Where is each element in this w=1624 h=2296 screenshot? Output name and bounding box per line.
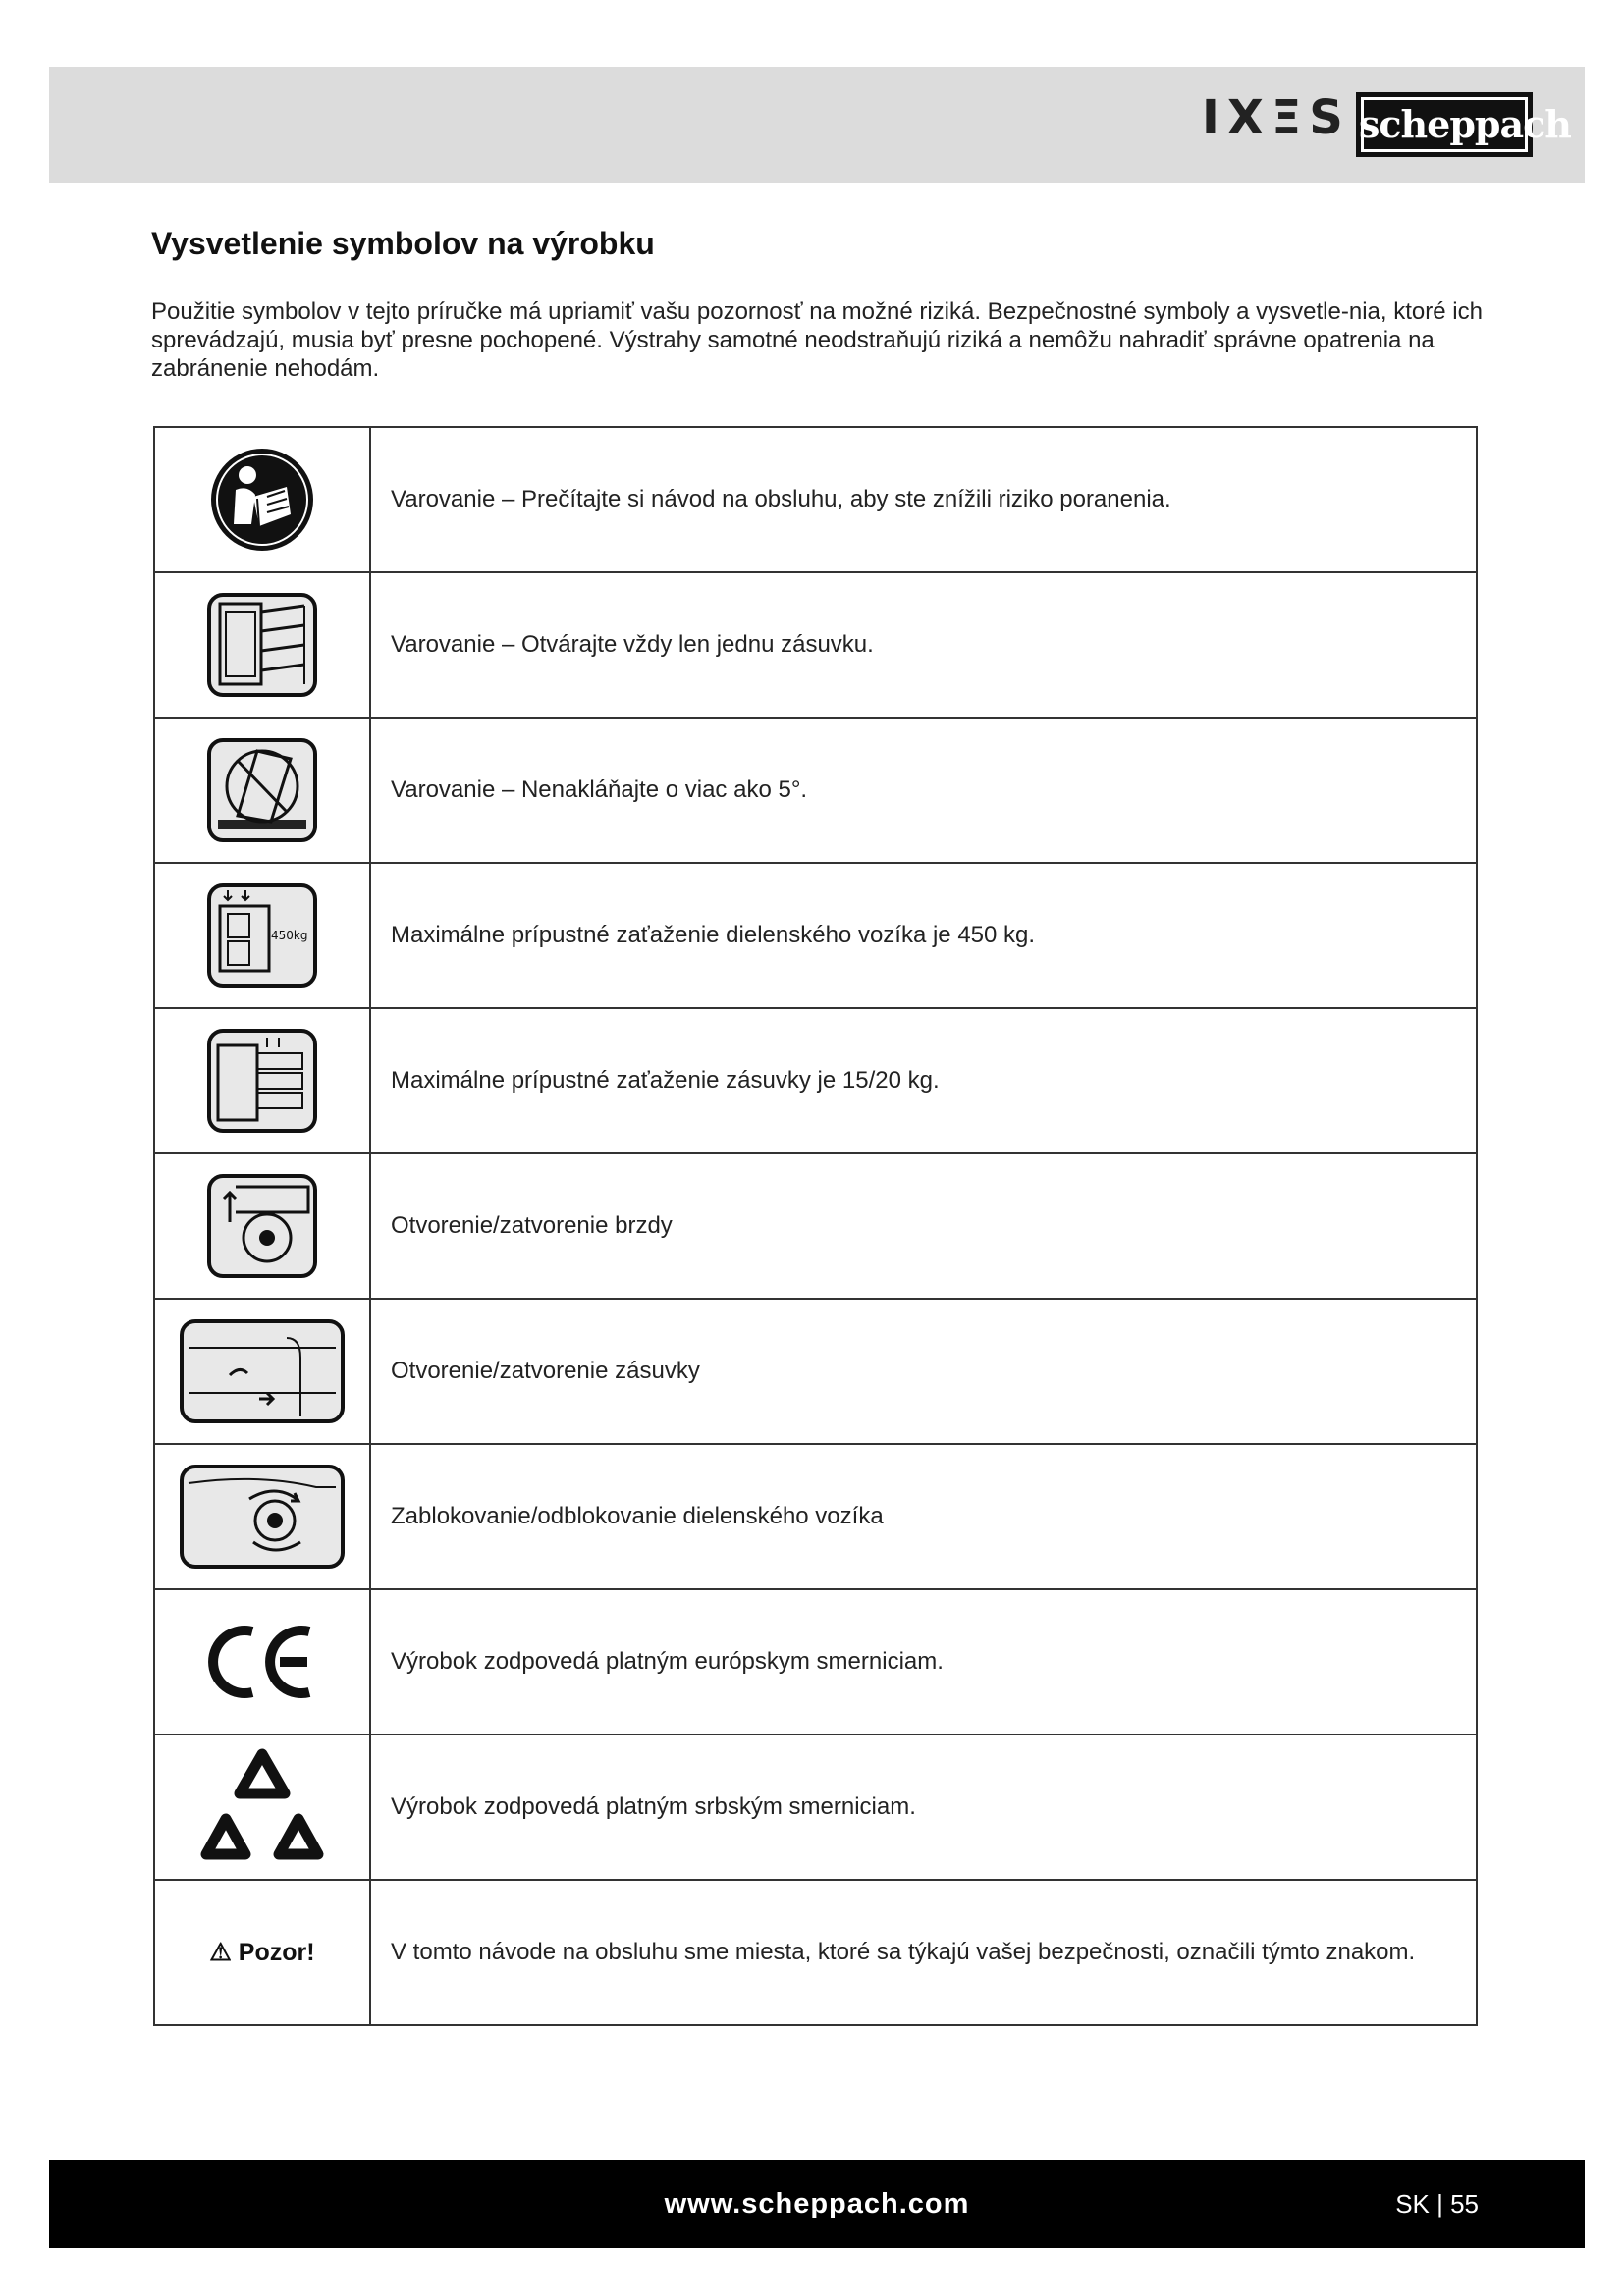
header-band bbox=[49, 67, 1585, 183]
serbian-mark-icon bbox=[198, 1748, 326, 1866]
footer-url[interactable]: www.scheppach.com bbox=[664, 2188, 970, 2219]
intro-paragraph: Použitie symbolov v tejto príručke má upriamiť vašu pozornosť na možné riziká. Bezpečnostné symboly a vysvetle-nia, ktoré ich sprevádzajú, musia byť presne pochopené. Výstrahy samotné neodstraňujú riziká a nemôžu nahradiť správne opatrenia na zabránenie nehodám. bbox=[151, 298, 1483, 382]
icon-cell bbox=[154, 1008, 370, 1153]
lock-icon bbox=[179, 1464, 346, 1570]
row-text: Varovanie – Nenakláňajte o viac ako 5°. bbox=[370, 718, 1477, 863]
icon-cell bbox=[154, 572, 370, 718]
footer-band bbox=[49, 2160, 1585, 2248]
row-text: Varovanie – Otvárajte vždy len jednu zásuvku. bbox=[370, 572, 1477, 718]
drawer-load-icon bbox=[206, 1028, 318, 1134]
page-title: Vysvetlenie symbolov na výrobku bbox=[151, 226, 655, 261]
ixes-logo: IXΞS bbox=[1202, 90, 1351, 145]
no-tilt-icon bbox=[206, 737, 318, 843]
pozor-label bbox=[209, 1939, 314, 1966]
table-row bbox=[154, 1880, 1477, 2025]
table-row bbox=[154, 1735, 1477, 1880]
table-row bbox=[154, 718, 1477, 863]
icon-cell bbox=[154, 863, 370, 1008]
row-text: Výrobok zodpovedá platným srbským smerniciam. bbox=[370, 1735, 1477, 1880]
warning-icon: ⚠ bbox=[209, 1939, 232, 1966]
row-text: Zablokovanie/odblokovanie dielenského vozíka bbox=[370, 1444, 1477, 1589]
table-row bbox=[154, 1589, 1477, 1735]
drawer-open-icon bbox=[179, 1318, 346, 1424]
row-text: Maximálne prípustné zaťaženie dielenského vozíka je 450 kg. bbox=[370, 863, 1477, 1008]
icon-cell bbox=[154, 1299, 370, 1444]
table-row bbox=[154, 1008, 1477, 1153]
icon-cell bbox=[154, 1444, 370, 1589]
one-drawer-icon bbox=[206, 592, 318, 698]
icon-cell bbox=[154, 1880, 370, 2025]
icon-cell bbox=[154, 1589, 370, 1735]
icon-cell bbox=[154, 1735, 370, 1880]
ce-mark-icon bbox=[203, 1618, 321, 1706]
symbol-table bbox=[153, 426, 1478, 2026]
table-row bbox=[154, 1299, 1477, 1444]
table-row bbox=[154, 572, 1477, 718]
cart-load-icon bbox=[206, 882, 318, 988]
row-text: Varovanie – Prečítajte si návod na obsluhu, aby ste znížili riziko poranenia. bbox=[370, 427, 1477, 572]
row-text: V tomto návode na obsluhu sme miesta, ktoré sa týkajú vašej bezpečnosti, označili týmto znakom. bbox=[370, 1880, 1477, 2025]
icon-cell bbox=[154, 1153, 370, 1299]
read-manual-icon bbox=[208, 446, 316, 554]
icon-cell bbox=[154, 718, 370, 863]
brake-icon bbox=[206, 1173, 318, 1279]
page-number: SK | 55 bbox=[1395, 2189, 1479, 2218]
load-label: 450kg bbox=[271, 929, 308, 942]
table-row bbox=[154, 1153, 1477, 1299]
row-text: Otvorenie/zatvorenie brzdy bbox=[370, 1153, 1477, 1299]
scheppach-logo: scheppach bbox=[1356, 92, 1533, 157]
icon-cell bbox=[154, 427, 370, 572]
row-text: Maximálne prípustné zaťaženie zásuvky je 15/20 kg. bbox=[370, 1008, 1477, 1153]
table-row bbox=[154, 863, 1477, 1008]
row-text: Výrobok zodpovedá platným európskym smerniciam. bbox=[370, 1589, 1477, 1735]
table-row bbox=[154, 427, 1477, 572]
row-text: Otvorenie/zatvorenie zásuvky bbox=[370, 1299, 1477, 1444]
pozor-text: Pozor! bbox=[238, 1939, 315, 1966]
table-row bbox=[154, 1444, 1477, 1589]
